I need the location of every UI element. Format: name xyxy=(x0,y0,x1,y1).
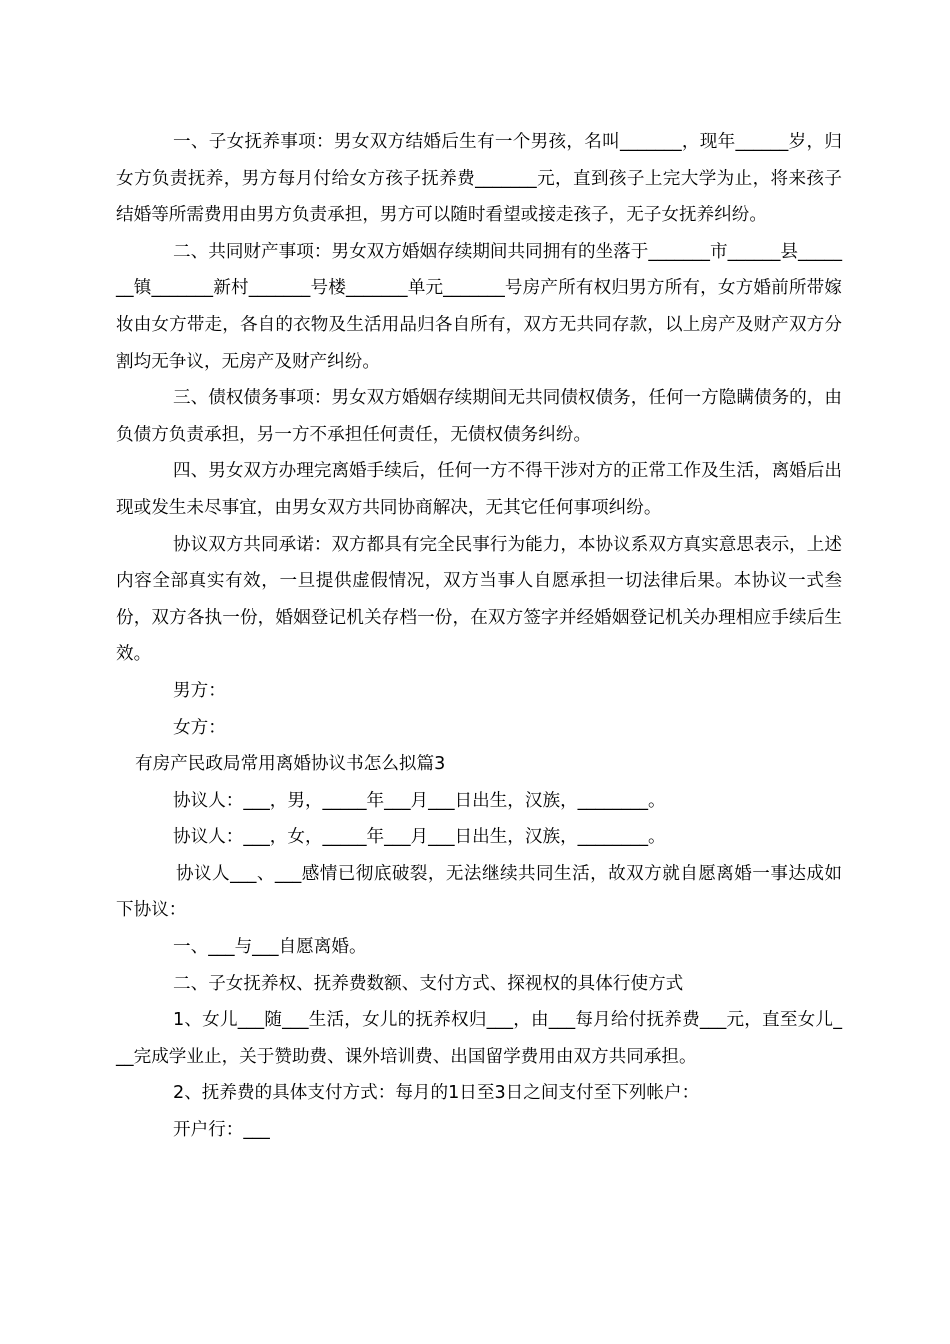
clause-joint-commitment: 协议双方共同承诺：双方都具有完全民事行为能力，本协议系双方真实意思表示，上述内容全部真实有效，一旦提供虚假情况，双方当事人自愿承担一切法律后果。本协议一式叁份，双方各执一份，婚姻登记机关存档一份，在双方签字并经婚姻登记机关办理相应手续后生效。 xyxy=(116,534,842,665)
clause-2-1-custody: 1、女儿___随___生活，女儿的抚养权归___，由___每月给付抚养费___元，直至女儿___完成学业止，关于赞助费、课外培训费、出国留学费用由双方共同承担。 xyxy=(116,1010,842,1067)
clause-1-voluntary-divorce: 一、___与___自愿离婚。 xyxy=(173,937,367,958)
clause-debts: 三、债权债务事项：男女双方婚姻存续期间无共同债权债务，任何一方隐瞒债务的，由负债方负责承担，另一方不承担任何责任，无债权债务纠纷。 xyxy=(116,388,842,445)
signature-female: 女方： xyxy=(173,717,226,738)
agreement-preamble: 协议人___、___感情已彻底破裂，无法继续共同生活，故双方就自愿离婚一事达成如下协议： xyxy=(116,863,842,921)
party-male: 协议人：___，男，_____年___月___日出生，汉族，________。 xyxy=(173,790,666,811)
clause-post-divorce: 四、男女双方办理完离婚手续后，任何一方不得干涉对方的正常工作及生活，离婚后出现或发生未尽事宜，由男女双方共同协商解决，无其它任何事项纠纷。 xyxy=(116,461,842,518)
clause-2-2-payment-method: 2、抚养费的具体支付方式：每月的1日至3日之间支付至下列帐户： xyxy=(173,1083,700,1104)
clause-child-custody: 一、子女抚养事项：男女双方结婚后生有一个男孩，名叫_______，现年______岁，归女方负责抚养，男方每月付给女方孩子抚养费_______元，直到孩子上完大学为止，将来孩子结婚等所需费用由男方负责承担，男方可以随时看望或接走孩子，无子女抚养纠纷。 xyxy=(116,132,842,226)
clause-joint-property: 二、共同财产事项：男女双方婚姻存续期间共同拥有的坐落于_______市______县_______镇_______新村_______号楼_______单元_______号房产所有权归男方所有，女方婚前所带嫁妆由女方带走，各自的衣物及生活用品归各自所有，双方无共同存款，以上房产及财产双方分割均无争议，无房产及财产纠纷。 xyxy=(116,241,842,372)
bank-field: 开户行：___ xyxy=(173,1120,270,1141)
party-female: 协议人：___，女，_____年___月___日出生，汉族，________。 xyxy=(173,827,666,848)
clause-2-heading: 二、子女抚养权、抚养费数额、支付方式、探视权的具体行使方式 xyxy=(173,973,684,994)
section-title: 有房产民政局常用离婚协议书怎么拟篇3 xyxy=(135,754,446,775)
signature-male: 男方： xyxy=(173,680,226,701)
document-body xyxy=(116,124,842,1149)
